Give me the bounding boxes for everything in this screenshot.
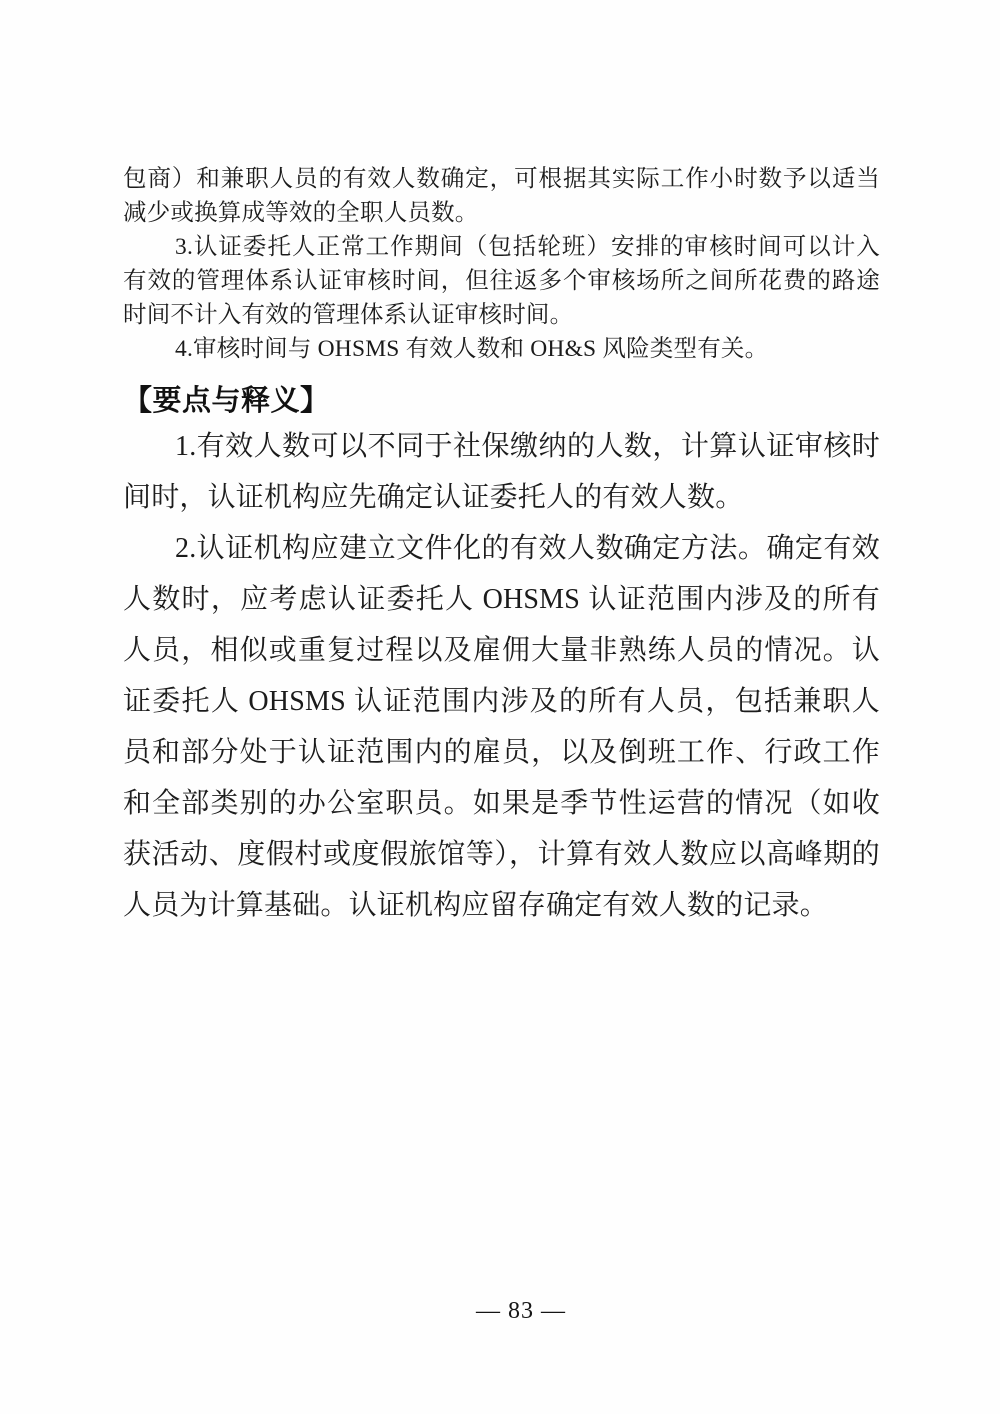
paragraph-continuation: 包商）和兼职人员的有效人数确定，可根据其实际工作小时数予以适当减少或换算成等效的全职人员数。 xyxy=(123,166,880,226)
paragraph-note-1: 1.有效人数可以不同于社保缴纳的人数，计算认证审核时间时，认证机构应先确定认证委托人的有效人数。 xyxy=(123,431,880,513)
paragraph-item-3: 3.认证委托人正常工作期间（包括轮班）安排的审核时间可以计入有效的管理体系认证审核时间，但往返多个审核场所之间所花费的路途时间不计入有效的管理体系认证审核时间。 xyxy=(123,234,880,328)
page-footer xyxy=(21,1298,1000,1325)
page-number: — 83 — xyxy=(476,1298,566,1324)
paragraph-item-4: 4.审核时间与 OHSMS 有效人数和 OH&S 风险类型有关。 xyxy=(175,336,769,362)
body-text-upper-section xyxy=(123,162,880,366)
body-text-notes-section xyxy=(123,421,880,931)
section-heading-key-points: 【要点与释义】 xyxy=(123,385,330,417)
paragraph-note-2: 2.认证机构应建立文件化的有效人数确定方法。确定有效人数时，应考虑认证委托人 OHSMS 认证范围内涉及的所有人员，相似或重复过程以及雇佣大量非熟练人员的情况。认证委托人 OHSMS 认证范围内涉及的所有人员，包括兼职人员和部分处于认证范围内的雇员，以及倒班工作、行政工作和全部类别的办公室职员。如果是季节性运营的情况（如收获活动、度假村或度假旅馆等），计算有效人数应以高峰期的人员为计算基础。认证机构应留存确定有效人数的记录。 xyxy=(123,533,880,921)
page-content xyxy=(123,162,880,931)
